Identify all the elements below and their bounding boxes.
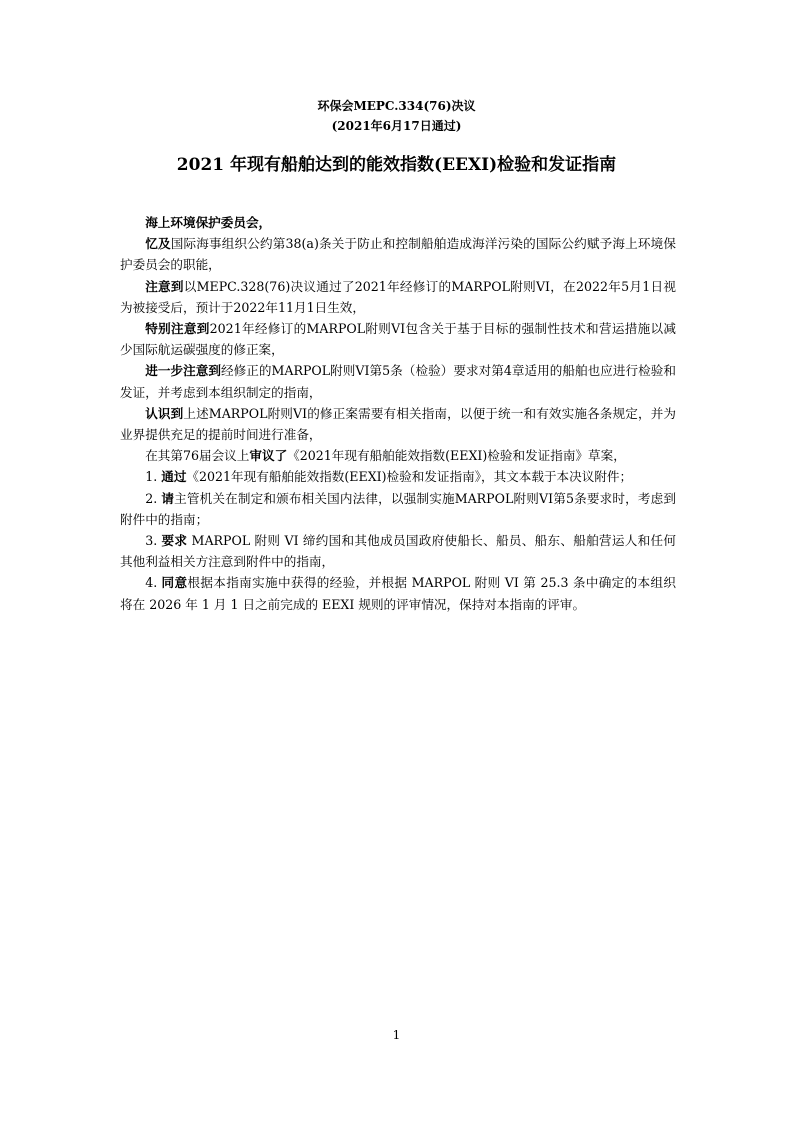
paragraph-number: 4.	[145, 575, 162, 591]
resolution-body	[120, 212, 676, 615]
operative-paragraph-2	[120, 488, 676, 530]
paragraph-prefix: 在其第76届会议上	[145, 448, 250, 464]
paragraph-lead: 进一步注意到	[145, 363, 221, 379]
paragraph-lead: 忆及	[145, 236, 171, 252]
operative-paragraph-4	[120, 572, 676, 614]
resolution-number: 环保会MEPC.334(76)决议	[317, 99, 476, 113]
paragraph-text: MARPOL 附则 VI 缔约国和其他成员国政府使船长、船员、船东、船舶营运人和任何其他利益相关方注意到附件中的指南，	[120, 533, 677, 570]
paragraph-recognizing	[120, 403, 676, 445]
paragraph-number: 1.	[145, 469, 162, 485]
paragraph-lead: 注意到	[145, 278, 184, 294]
paragraph-text: 2021年经修订的MARPOL附则VI包含关于基于目标的强制性技术和营运措施以减少国际航运碳强度的修正案，	[120, 321, 676, 358]
paragraph-considered	[120, 445, 676, 466]
paragraph-number: 2.	[145, 490, 162, 506]
operative-paragraph-1	[120, 466, 676, 487]
paragraph-text: 经修正的MARPOL附则VI第5条（检验）要求对第4章适用的船舶也应进行检验和发证，并考虑到本组织制定的指南，	[120, 363, 677, 400]
paragraph-noting-further	[120, 360, 676, 402]
paragraph-lead: 要求	[161, 533, 188, 549]
paragraph-text: 《2021年现有船舶能效指数(EEXI)检验和发证指南》，其文本载于本决议附件；	[186, 469, 633, 485]
addressee: 海上环境保护委员会，	[145, 215, 272, 230]
paragraph-noting-particular	[120, 318, 676, 360]
paragraph-text: 国际海事组织公约第38(a)条关于防止和控制船舶造成海洋污染的国际公约赋予海上环境保护委员会的职能，	[120, 236, 676, 273]
paragraph-lead: 认识到	[145, 405, 184, 421]
paragraph-text: 上述MARPOL附则VI的修正案需要有相关指南，以便于统一和有效实施各条规定，并为业界提供充足的提前时间进行准备，	[120, 405, 677, 443]
paragraph-noting	[120, 276, 676, 318]
paragraph-lead: 审议了	[249, 448, 288, 464]
paragraph-lead: 同意	[161, 575, 188, 591]
page-number: 1	[392, 1028, 401, 1042]
paragraph-lead: 请	[161, 490, 175, 506]
paragraph-text: 《2021年现有船舶能效指数(EEXI)检验和发证指南》草案，	[287, 448, 626, 464]
paragraph-lead: 特别注意到	[145, 321, 210, 337]
paragraph-text: 根据本指南实施中获得的经验，并根据 MARPOL 附则 VI 第 25.3 条中确定的本组织将在 2026 年 1 月 1 日之前完成的 EEXI 规则的评审情况，保持对本指南的评审。	[120, 575, 676, 612]
adoption-date: (2021年6月17日通过)	[331, 119, 462, 133]
paragraph-text: 主管机关在制定和颁布相关国内法律，以强制实施MARPOL附则VI第5条要求时，考虑到附件中的指南；	[120, 490, 677, 527]
paragraph-number: 3.	[145, 533, 162, 549]
operative-paragraph-3	[120, 530, 676, 572]
paragraph-recalling	[120, 233, 676, 275]
paragraph-lead: 通过	[161, 469, 187, 485]
document-title: 2021 年现有船舶达到的能效指数(EEXI)检验和发证指南	[176, 155, 617, 175]
paragraph-text: 以MEPC.328(76)决议通过了2021年经修订的MARPOL附则VI，在2022年5月1日视为被接受后，预计于2022年11月1日生效，	[120, 278, 676, 315]
resolution-header	[0, 96, 793, 136]
